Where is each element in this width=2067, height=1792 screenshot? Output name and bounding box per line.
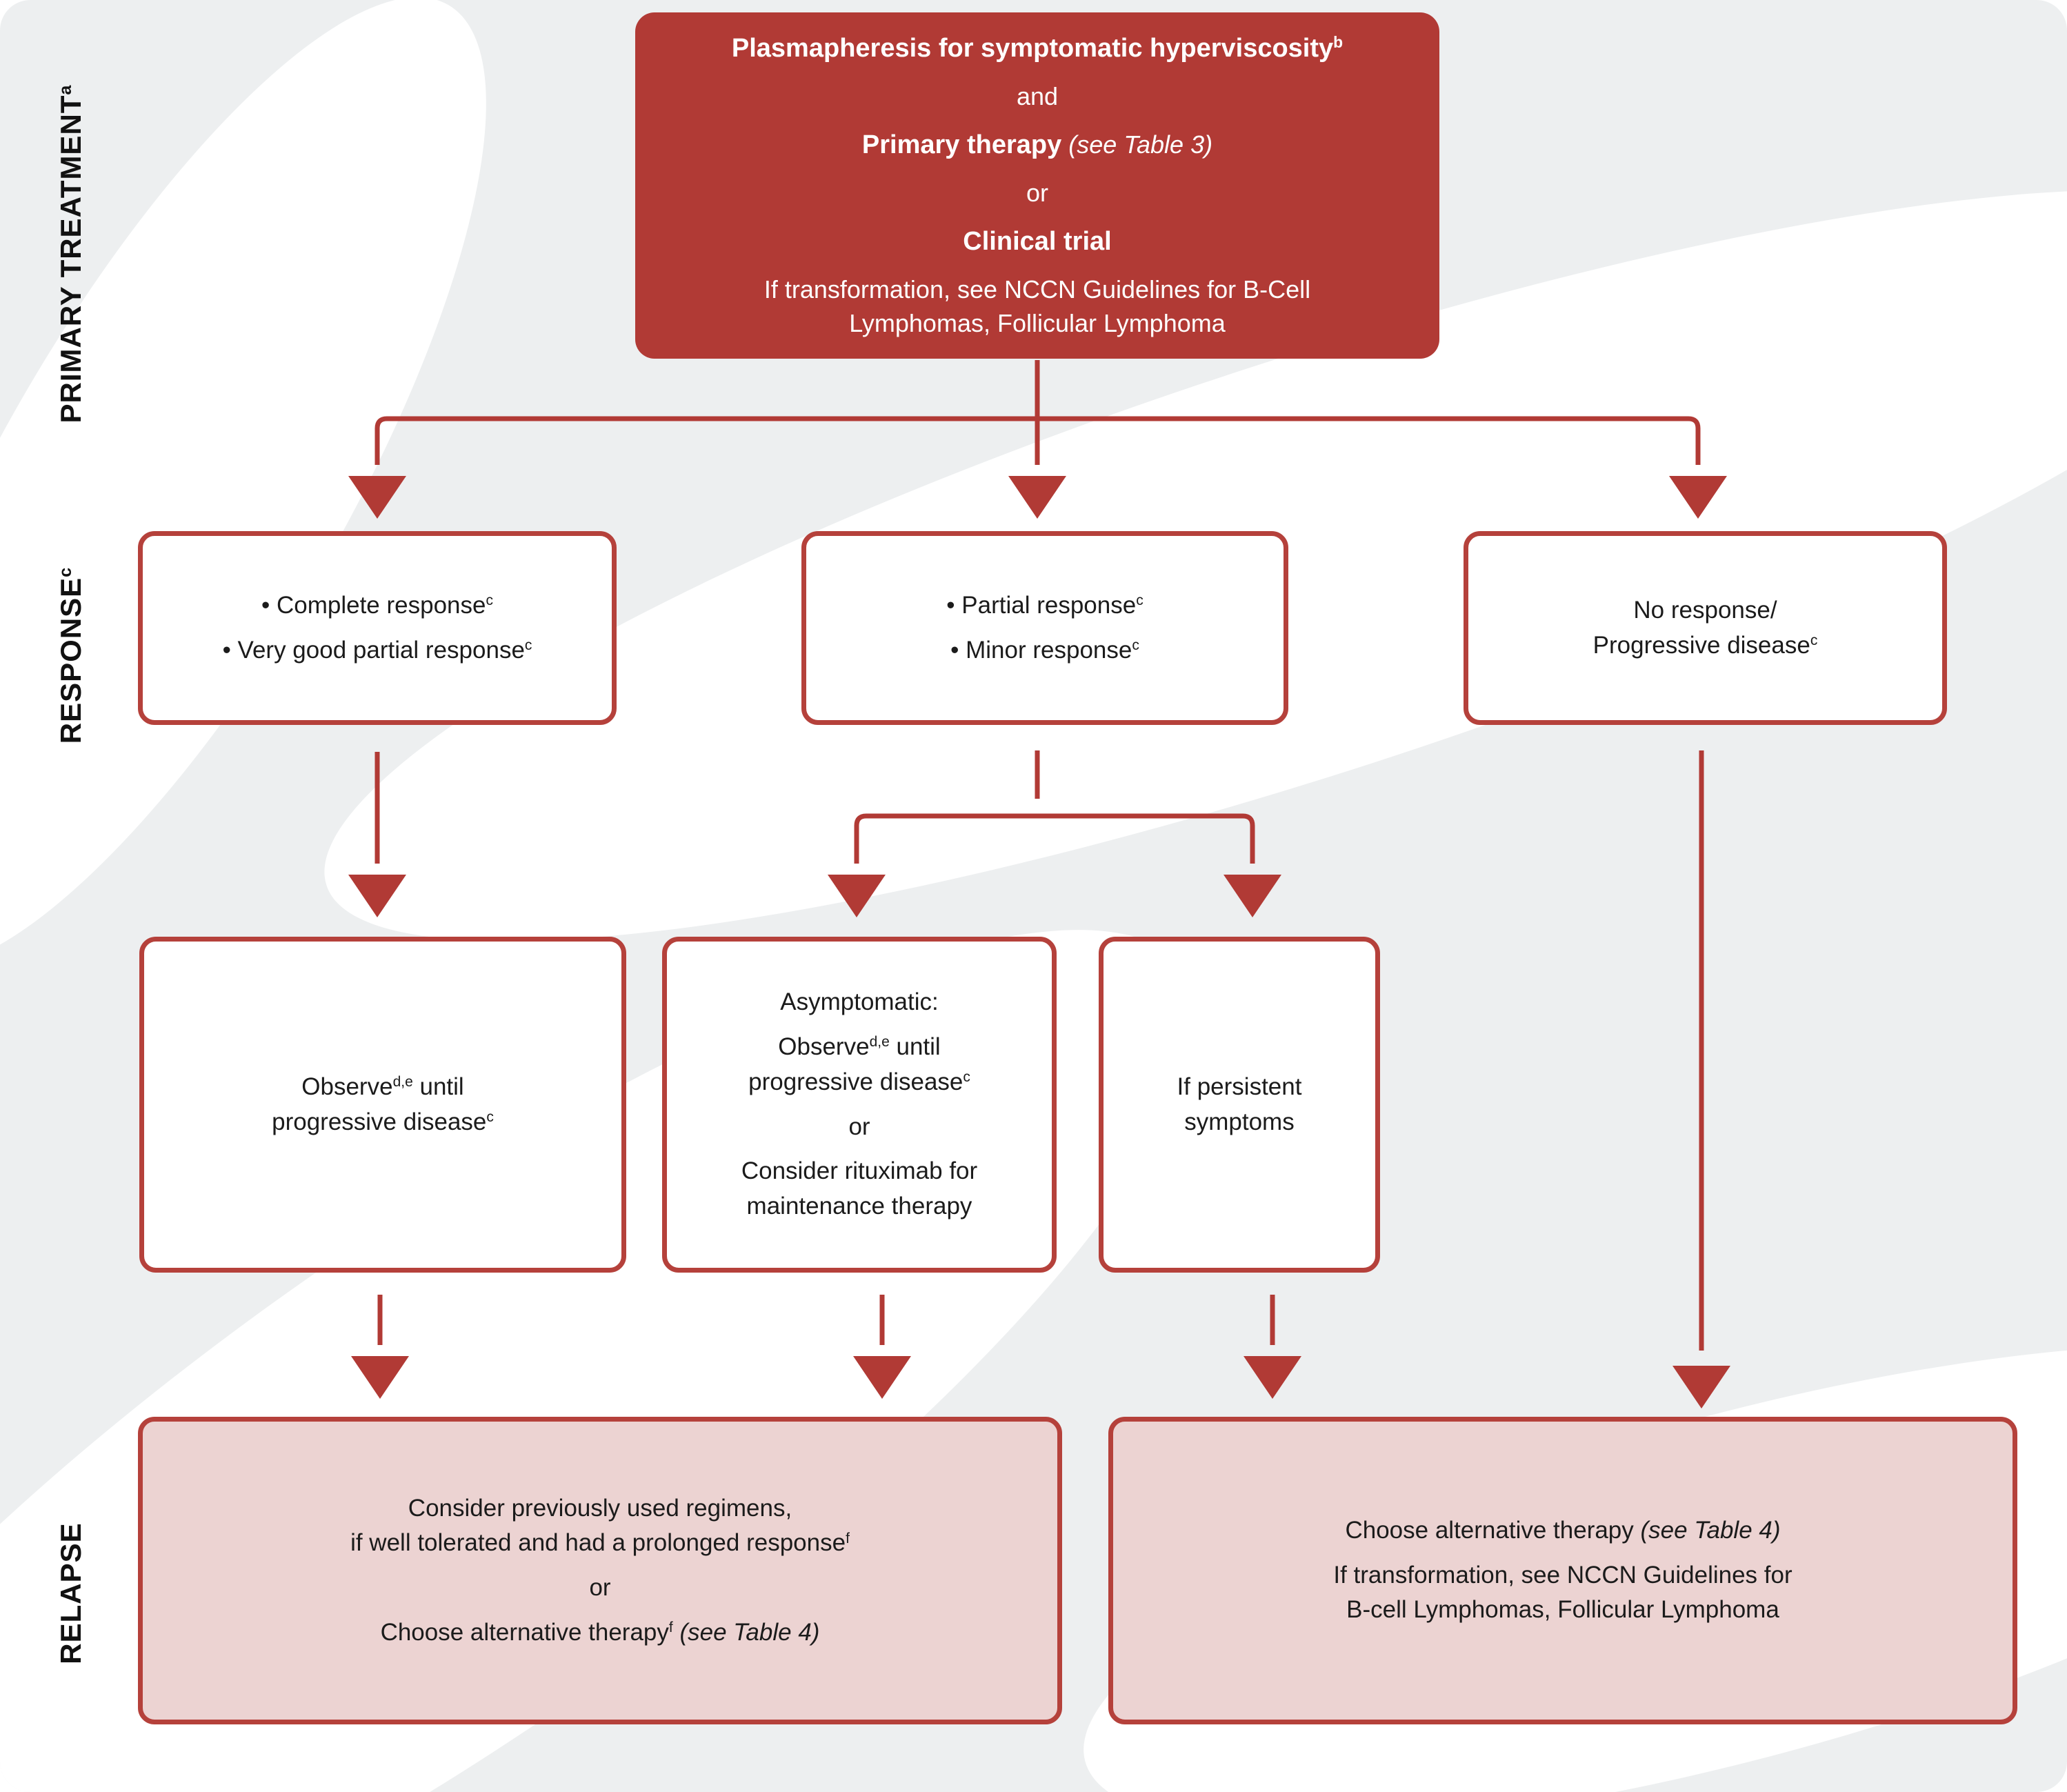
footnote-marker: f: [846, 1530, 850, 1546]
node-relapse-alternative-therapy: [1108, 1417, 2017, 1724]
node-persistent-symptoms: [1099, 937, 1380, 1273]
footnote-marker: d,e: [869, 1034, 890, 1051]
asymptomatic-line-text: maintenance therapy: [746, 1193, 972, 1219]
asymptomatic-observe-line2: [748, 1065, 970, 1100]
relapse-line-text: [350, 1526, 850, 1561]
footnote-marker: b: [1333, 33, 1344, 52]
relapse-line-text: if well tolerated and had a prolonged response: [350, 1529, 846, 1557]
see-table-reference: (see Table 3): [1061, 130, 1213, 159]
asymptomatic-line-text: Consider rituximab for: [741, 1157, 978, 1185]
node-complete-response: [138, 531, 617, 725]
relapse-line-text: Choose alternative therapy: [1345, 1516, 1641, 1544]
node-observe: [139, 937, 626, 1273]
node-asymptomatic: [662, 937, 1057, 1273]
response-item: [223, 633, 532, 668]
transformation-text-line2: Lymphomas, Follicular Lymphoma: [849, 308, 1226, 337]
primary-line-transformation: [764, 273, 1310, 340]
footnote-marker: c: [1132, 637, 1139, 653]
arrow-down-icon: [348, 875, 406, 917]
node-relapse-previous-regimens: [138, 1417, 1062, 1724]
response-item-text: • Complete response: [261, 591, 486, 619]
arrow-down-icon: [1669, 476, 1727, 519]
response-item-text: • Minor response: [950, 636, 1132, 664]
primary-line-text: Plasmapheresis for symptomatic hyperviscosity: [731, 33, 1334, 63]
asymptomatic-rituximab: [741, 1154, 977, 1224]
footnote-marker: f: [668, 1620, 673, 1636]
connector-word-or: or: [589, 1574, 611, 1601]
primary-line-therapy: [862, 128, 1212, 163]
footnote-marker: c: [963, 1069, 970, 1086]
observe-line-text: until: [412, 1073, 464, 1100]
persistent-line-text: symptoms: [1184, 1108, 1295, 1135]
persistent-text: [1177, 1070, 1302, 1140]
response-item-text: [1593, 628, 1818, 664]
response-item: [1593, 593, 1818, 664]
stage-label-response: [52, 517, 90, 793]
response-item: [946, 588, 1143, 624]
footnote-marker: c: [486, 593, 493, 609]
node-primary-treatment: [635, 12, 1439, 359]
primary-line-text: Primary therapy: [861, 130, 1062, 159]
relapse-line-text: Consider previously used regimens,: [408, 1494, 792, 1522]
arrow-down-icon: [853, 1356, 911, 1399]
footnote-marker: c: [486, 1108, 494, 1125]
footnote-marker: c: [1810, 632, 1818, 648]
see-table-reference: (see Table 4): [672, 1618, 820, 1646]
stage-label-relapse: [52, 1455, 90, 1731]
footnote-marker: c: [56, 566, 76, 577]
footnote-marker: c: [524, 637, 532, 653]
relapse-line-text: Choose alternative therapy: [380, 1618, 669, 1646]
relapse-line-text: If transformation, see NCCN Guidelines for: [1333, 1561, 1793, 1589]
arrow-down-icon: [348, 476, 406, 519]
relapse-line-text: B-cell Lymphomas, Follicular Lymphoma: [1346, 1596, 1779, 1624]
footnote-marker: d,e: [392, 1074, 413, 1091]
response-item: [261, 588, 493, 624]
asymptomatic-observe-line1: [748, 1030, 970, 1065]
observe-line2: [272, 1105, 494, 1140]
observe-line-text: Observe: [301, 1073, 393, 1100]
primary-line-plasmapheresis: [732, 31, 1343, 66]
stage-label-primary-treatment: [52, 47, 90, 461]
response-item-text: • Very good partial response: [222, 636, 525, 664]
arrow-down-icon: [1672, 1366, 1730, 1408]
relapse-right-transformation: [1333, 1558, 1792, 1629]
footnote-marker: a: [56, 84, 76, 95]
relapse-right-alternative: [1345, 1513, 1780, 1549]
response-item-text: Progressive disease: [1592, 631, 1810, 659]
node-no-response: [1464, 531, 1947, 725]
connector-word-or: or: [848, 1113, 870, 1140]
see-table-reference: (see Table 4): [1640, 1516, 1781, 1544]
relapse-left-alternative: [381, 1615, 820, 1651]
arrow-down-icon: [1244, 1356, 1301, 1399]
stage-label-text: RESPONSE: [54, 577, 87, 744]
footnote-marker: c: [1136, 593, 1144, 609]
persistent-line-text: If persistent: [1177, 1073, 1302, 1100]
stage-label-text: PRIMARY TREATMENT: [54, 94, 87, 424]
transformation-text-line1: If transformation, see NCCN Guidelines for B-Cell: [763, 275, 1311, 303]
arrow-down-icon: [1224, 875, 1281, 917]
relapse-left-consider: [350, 1491, 850, 1562]
asymptomatic-line-text: progressive disease: [748, 1068, 963, 1095]
asymptomatic-line-text: until: [889, 1033, 941, 1060]
observe-line1: [272, 1070, 494, 1105]
connector-word-or: or: [1026, 179, 1048, 208]
response-item-text: • Partial response: [946, 591, 1137, 619]
arrow-down-icon: [351, 1356, 409, 1399]
observe-text: [272, 1070, 494, 1140]
connector-word-and: and: [1016, 82, 1059, 111]
observe-line-text: progressive disease: [272, 1108, 487, 1135]
asymptomatic-heading: Asymptomatic:: [780, 988, 939, 1016]
arrow-down-icon: [1008, 476, 1066, 519]
asymptomatic-line-text: Observe: [778, 1033, 870, 1060]
arrow-down-icon: [828, 875, 886, 917]
asymptomatic-observe: [748, 1030, 970, 1100]
node-partial-response: [801, 531, 1288, 725]
response-item-text: No response/: [1633, 596, 1777, 624]
primary-line-clinical-trial: Clinical trial: [963, 226, 1112, 256]
response-item: [950, 633, 1139, 668]
stage-label-text: RELAPSE: [54, 1522, 87, 1664]
